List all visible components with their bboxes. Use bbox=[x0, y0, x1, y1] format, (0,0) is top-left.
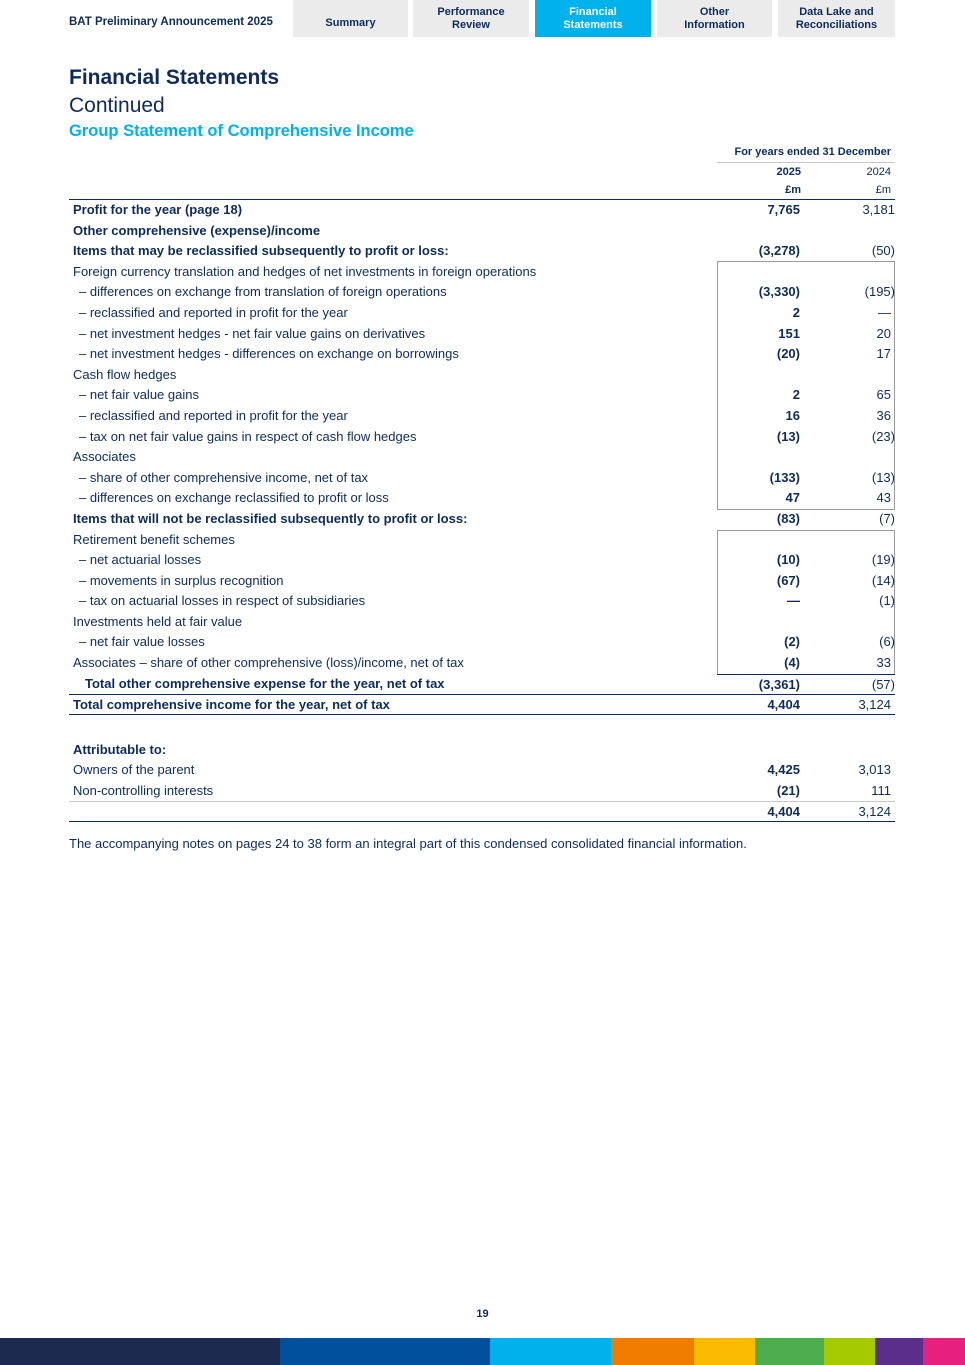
attributable-heading: Attributable to: bbox=[73, 741, 167, 757]
top-navigation bbox=[0, 0, 965, 38]
value-2024: (19) bbox=[871, 552, 895, 568]
table-row bbox=[69, 200, 895, 221]
value-2025: (3,330) bbox=[758, 284, 800, 300]
unit-2025-header: £m bbox=[785, 184, 801, 196]
section-title: Financial Statements bbox=[69, 66, 280, 89]
value-2024: 36 bbox=[876, 407, 891, 423]
row-label: Non-controlling interests bbox=[73, 783, 214, 799]
value-2025: (13) bbox=[776, 428, 800, 444]
bar-segment bbox=[490, 1338, 611, 1365]
tab-data-lake-reconciliations[interactable] bbox=[778, 0, 895, 37]
value-2025: 4,425 bbox=[767, 762, 800, 778]
bar-segment bbox=[694, 1338, 755, 1365]
value-2024: (14) bbox=[871, 572, 895, 588]
table-row bbox=[69, 468, 895, 489]
value-2025: (10) bbox=[776, 552, 800, 568]
bar-segment bbox=[611, 1338, 694, 1365]
document-title: BAT Preliminary Announcement 2025 bbox=[69, 16, 273, 28]
row-label: – share of other comprehensive income, net of tax bbox=[79, 469, 369, 485]
value-2024: 33 bbox=[876, 655, 891, 671]
value-2025: (83) bbox=[776, 510, 800, 526]
value-2025: 2 bbox=[792, 387, 800, 403]
period-header: For years ended 31 December bbox=[717, 146, 895, 163]
tab-financial-statements-label: Financial Statements bbox=[563, 5, 623, 31]
table-row bbox=[69, 427, 895, 448]
value-2025: (67) bbox=[776, 572, 800, 588]
tab-summary-label: Summary bbox=[325, 17, 376, 29]
table-row bbox=[69, 571, 895, 592]
bar-segment bbox=[923, 1338, 965, 1365]
tab-other-information-label: Other Information bbox=[684, 5, 745, 31]
row-label: Retirement benefit schemes bbox=[73, 531, 235, 547]
table-row bbox=[69, 406, 895, 427]
tab-other-information[interactable] bbox=[657, 0, 772, 37]
value-2024: (23) bbox=[871, 428, 895, 444]
table-row bbox=[69, 760, 895, 781]
row-label: – movements in surplus recognition bbox=[79, 572, 284, 588]
continued-subtitle: Continued bbox=[69, 94, 165, 117]
table-row bbox=[69, 282, 895, 303]
value-2024: 3,181 bbox=[862, 202, 895, 217]
value-2024: 65 bbox=[876, 387, 891, 403]
row-label: – net actuarial losses bbox=[79, 552, 202, 568]
tab-performance-review[interactable] bbox=[413, 0, 529, 37]
table-row bbox=[69, 612, 895, 633]
table-row bbox=[69, 447, 895, 468]
year-2025-header: 2025 bbox=[776, 166, 801, 178]
spacer bbox=[69, 715, 895, 740]
row-label: – tax on actuarial losses in respect of subsidiaries bbox=[79, 593, 366, 609]
value-2024: (57) bbox=[805, 674, 895, 696]
table-row bbox=[69, 324, 895, 345]
row-label: Items that may be reclassified subsequently to profit or loss: bbox=[73, 243, 449, 259]
row-label: – net fair value losses bbox=[79, 634, 205, 650]
bar-segment bbox=[755, 1338, 824, 1365]
row-label: – differences on exchange from translation of foreign operations bbox=[79, 284, 447, 300]
value-2025: — bbox=[787, 593, 800, 609]
row-label: Total comprehensive income for the year, net of tax bbox=[73, 697, 390, 713]
row-label: Investments held at fair value bbox=[73, 613, 243, 629]
table-row bbox=[69, 740, 895, 761]
bar-segment bbox=[0, 1338, 280, 1365]
row-label: Associates – share of other comprehensive (loss)/income, net of tax bbox=[73, 655, 464, 671]
value-2025: 16 bbox=[785, 407, 800, 423]
table-row bbox=[69, 591, 895, 612]
value-2024: (195) bbox=[864, 284, 895, 300]
value-2025: 151 bbox=[778, 325, 800, 341]
bar-segment bbox=[824, 1338, 875, 1365]
value-2025: (2) bbox=[784, 634, 800, 650]
value-2025: (20) bbox=[776, 346, 800, 362]
value-2025: 7,765 bbox=[767, 202, 800, 217]
table-row bbox=[69, 241, 895, 262]
footnote: The accompanying notes on pages 24 to 38 form an integral part of this condensed consolidated financial information. bbox=[69, 836, 747, 851]
value-2025: 47 bbox=[785, 490, 800, 506]
value-2024: 111 bbox=[871, 783, 891, 799]
value-2024: — bbox=[878, 304, 891, 320]
value-2024: 3,013 bbox=[858, 762, 891, 778]
table-row bbox=[69, 344, 895, 365]
row-label: Foreign currency translation and hedges of net investments in foreign operations bbox=[73, 263, 537, 279]
row-label: Owners of the parent bbox=[73, 762, 195, 778]
page-number: 19 bbox=[476, 1308, 489, 1320]
row-label: Total other comprehensive expense for the year, net of tax bbox=[85, 675, 445, 691]
value-2024: (1) bbox=[879, 593, 895, 609]
table-row bbox=[69, 488, 895, 509]
bar-segment bbox=[280, 1338, 490, 1365]
row-label: – differences on exchange reclassified to profit or loss bbox=[79, 490, 389, 506]
value-2024: (13) bbox=[871, 469, 895, 485]
row-label: Profit for the year (page 18) bbox=[73, 202, 243, 217]
value-2025: (4) bbox=[784, 655, 800, 671]
table-row bbox=[69, 530, 895, 551]
total-2025: 4,404 bbox=[767, 803, 800, 819]
value-2025: (3,361) bbox=[717, 674, 805, 696]
row-label: – reclassified and reported in profit for the year bbox=[79, 304, 348, 320]
value-2024: 17 bbox=[876, 346, 891, 362]
value-2025: (133) bbox=[769, 469, 800, 485]
row-label: – reclassified and reported in profit for the year bbox=[79, 407, 348, 423]
row-label: – tax on net fair value gains in respect of cash flow hedges bbox=[79, 428, 417, 444]
tab-summary[interactable] bbox=[293, 0, 408, 37]
row-label: Other comprehensive (expense)/income bbox=[73, 222, 321, 238]
bar-segment bbox=[875, 1338, 923, 1365]
table-row bbox=[69, 303, 895, 324]
table-row bbox=[69, 262, 895, 283]
table-row bbox=[69, 674, 895, 695]
year-2024-header: 2024 bbox=[866, 166, 891, 178]
tab-performance-review-label: Performance Review bbox=[437, 5, 505, 31]
value-2024: 43 bbox=[876, 490, 891, 506]
table-row bbox=[69, 632, 895, 653]
value-2024: (50) bbox=[871, 243, 895, 259]
table-row bbox=[69, 365, 895, 386]
unit-2024-header: £m bbox=[875, 184, 891, 196]
total-2024: 3,124 bbox=[858, 803, 891, 819]
comprehensive-income-table bbox=[69, 199, 895, 822]
table-row bbox=[69, 385, 895, 406]
value-2024: 3,124 bbox=[858, 697, 891, 713]
row-label: – net investment hedges - net fair value gains on derivatives bbox=[79, 325, 426, 341]
row-label: Items that will not be reclassified subsequently to profit or loss: bbox=[73, 510, 468, 526]
table-row bbox=[69, 509, 895, 530]
statement-title: Group Statement of Comprehensive Income bbox=[69, 122, 414, 140]
value-2025: (21) bbox=[776, 783, 800, 799]
table-row bbox=[69, 221, 895, 242]
value-2025: (3,278) bbox=[758, 243, 800, 259]
row-label: Cash flow hedges bbox=[73, 366, 177, 382]
table-row bbox=[69, 653, 895, 674]
row-label: – net fair value gains bbox=[79, 387, 199, 403]
row-label: – net investment hedges - differences on exchange on borrowings bbox=[79, 346, 459, 362]
table-row bbox=[69, 781, 895, 802]
table-row bbox=[69, 694, 895, 715]
value-2024: (6) bbox=[879, 634, 895, 650]
tab-financial-statements[interactable] bbox=[535, 0, 651, 37]
row-label: Associates bbox=[73, 449, 136, 465]
table-row bbox=[69, 802, 895, 823]
tab-data-lake-reconciliations-label: Data Lake and Reconciliations bbox=[795, 5, 878, 31]
value-2024: 20 bbox=[876, 325, 891, 341]
value-2024: (7) bbox=[879, 510, 895, 526]
value-2025: 2 bbox=[792, 304, 800, 320]
table-row bbox=[69, 550, 895, 571]
value-2025: 4,404 bbox=[767, 697, 800, 713]
